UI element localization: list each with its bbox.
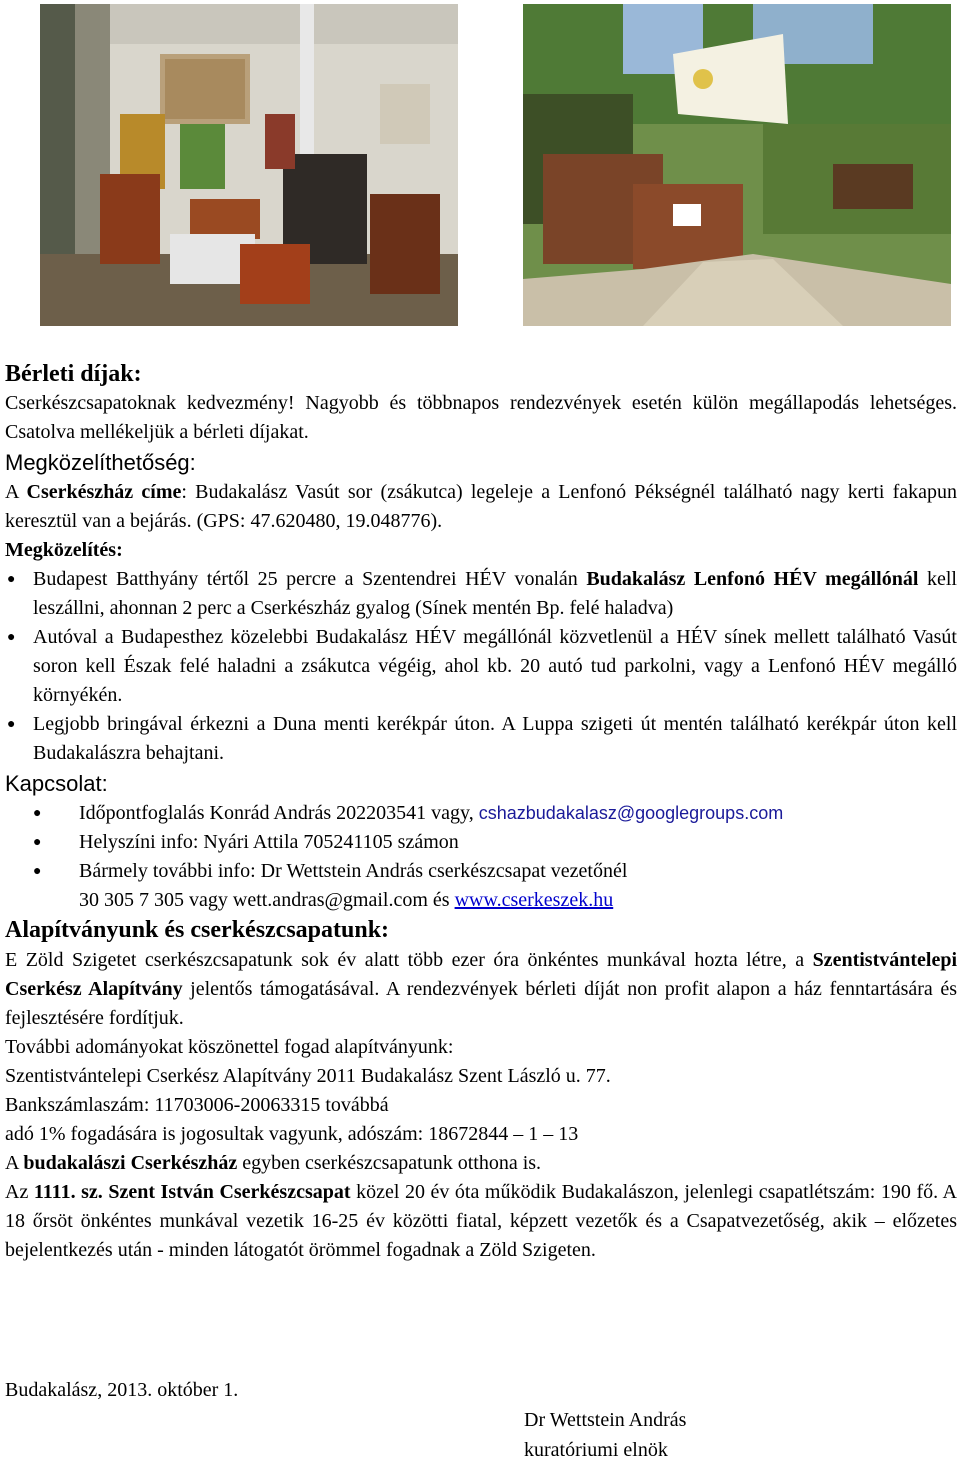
approach-item-text: Legjobb bringával érkezni a Duna menti kerékpár úton. A Luppa szigeti út mentén található kerékpár úton kell Budakalászra behajtani. [33, 713, 957, 764]
home-name: budakalászi Cserkészház [23, 1152, 238, 1174]
foundation-paragraph [5, 946, 957, 1033]
contact-onsite-text: Helyszíni info: Nyári Attila 705241105 számon [79, 831, 459, 853]
foundation-address: Szentistvántelepi Cserkész Alapítvány 2011 Budakalász Szent László u. 77. [5, 1065, 611, 1087]
rent-text: Cserkészcsapatoknak kedvezmény! Nagyobb és többnapos rendezvények esetén külön megállapodás lehetséges. Csatolva mellékeljük a bérleti díjakat. [5, 392, 957, 443]
access-prefix: A [5, 481, 27, 503]
bullet-icon: ● [33, 835, 42, 850]
gate-photo [523, 4, 951, 326]
approach-list [5, 565, 957, 768]
bank-account: Bankszámlaszám: 11703006-20063315 továbbá [5, 1094, 389, 1116]
interior-photo-drawing [40, 4, 458, 326]
rent-heading: Bérleti díjak: [5, 361, 142, 387]
access-heading: Megközelíthetőség: [5, 450, 196, 475]
troop-text: Az [5, 1181, 34, 1203]
list-item [5, 857, 957, 915]
foundation-text: jelentős támogatásával. A rendezvények bérleti díját non profit alapon a ház fenntartására és fejlesztésére fordítjuk. [5, 978, 958, 1029]
troop-name: 1111. sz. Szent István Cserkészcsapat [33, 1181, 351, 1203]
signer-name: Dr Wettstein András [524, 1409, 687, 1431]
donation-line: További adományokat köszönettel fogad alapítványunk: [5, 1036, 454, 1058]
home-text: egyben cserkészcsapatunk otthona is. [237, 1152, 542, 1174]
list-item [5, 710, 957, 768]
bullet-icon: ● [33, 806, 42, 821]
home-line [5, 1149, 957, 1178]
signer-title: kuratóriumi elnök [524, 1439, 668, 1461]
booking-email[interactable]: cshazbudakalasz@googlegroups.com [478, 803, 784, 823]
bullet-icon: ● [7, 717, 16, 732]
list-item [5, 565, 957, 623]
bullet-icon: ● [7, 572, 16, 587]
address-text: : Budakalász Vasút sor (zsákutca) legeleje a Lenfonó Pékségnél található nagy kerti fakapun keresztül van a bejárás. (GPS: 47.620480, 19.048776). [5, 481, 957, 532]
foundation-name: Szentistvántelepi Cserkész Alapítvány [5, 949, 957, 1000]
approach-item-stop: Budakalász Lenfonó HÉV megállónál [586, 568, 919, 590]
troop-paragraph [5, 1178, 957, 1265]
website-link[interactable]: www.cserkeszek.hu [454, 889, 614, 911]
contact-heading: Kapcsolat: [5, 771, 108, 796]
foundation-heading: Alapítványunk és cserkészcsapatunk: [5, 917, 390, 943]
troop-text: közel 20 év óta működik Budakalászon, jelenlegi csapatlétszám: 190 fő. A 18 őrsöt önkéntes munkával vezetik 16-25 év közötti fiatal, képzett vezetők és a Csapatvezetőség, akik – előzetes bejelentkezés után - minden látogatót örömmel fogadnak a Zöld Szigeten. [5, 1181, 957, 1261]
approach-item-text: kell leszállni, ahonnan 2 perc a Cserkészház gyalog (Sínek mentén Bp. felé haladva) [33, 568, 957, 619]
document-body [5, 360, 957, 1265]
interior-photo [40, 4, 458, 326]
contact-info-text: Bármely további info: Dr Wettstein András cserkészcsapat vezetőnél [79, 860, 628, 882]
contact-booking-text: Időpontfoglalás Konrád András 202203541 vagy, [79, 802, 479, 824]
approach-item-text: Autóval a Budapesthez közelebbi Budakalász HÉV megállónál közvetlenül a HÉV sínek mellett található Vasút soron kell Észak felé haladni a zsákutca végéig, ahol kb. 20 autó tud parkolni, vagy a Lenfonó HÉV megálló környékén. [33, 626, 957, 706]
house-address-label: Cserkészház címe [26, 481, 182, 503]
contact-list [5, 799, 957, 915]
list-item [5, 799, 957, 828]
approach-item-text: Budapest Batthyány tértől 25 percre a Szentendrei HÉV vonalán [33, 568, 587, 590]
signature-block [524, 1405, 686, 1465]
contact-info-phone: 30 305 7 305 vagy wett.andras@gmail.com és [79, 889, 455, 911]
bullet-icon: ● [33, 864, 42, 879]
home-text: A [5, 1152, 24, 1174]
document-date: Budakalász, 2013. október 1. [5, 1379, 239, 1401]
bullet-icon: ● [7, 630, 16, 645]
list-item [5, 623, 957, 710]
list-item [5, 828, 957, 857]
access-text [5, 478, 957, 536]
approach-heading: Megközelítés: [5, 539, 123, 561]
gate-photo-drawing [523, 4, 951, 326]
foundation-text: E Zöld Szigetet cserkészcsapatunk sok év alatt több ezer óra önkéntes munkával hozta létre, a [5, 949, 813, 971]
tax-number: adó 1% fogadására is jogosultak vagyunk, adószám: 18672844 – 1 – 13 [5, 1123, 579, 1145]
